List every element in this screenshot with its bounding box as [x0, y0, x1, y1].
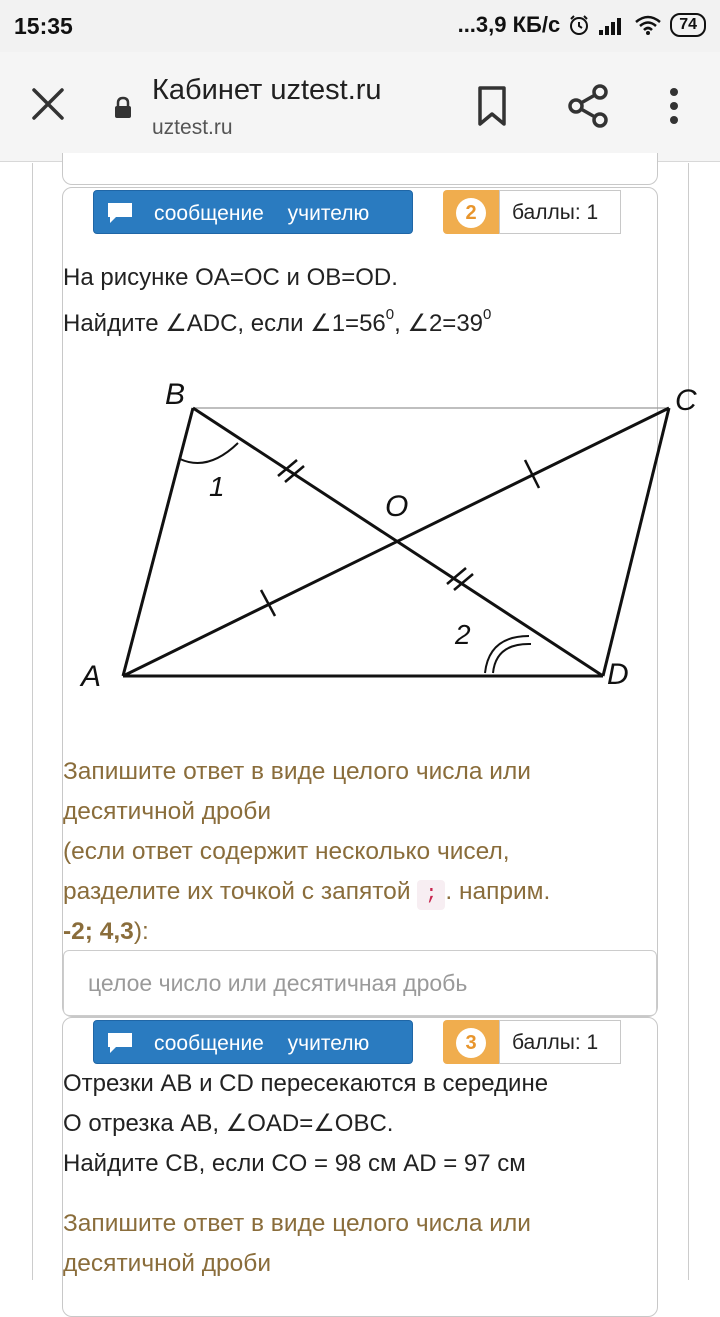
degree-superscript: 0	[483, 306, 492, 323]
degree-superscript: 0	[385, 306, 395, 323]
comment-icon	[106, 201, 134, 225]
question-card-3	[62, 1017, 658, 1317]
answer-instruction-line1: Запишите ответ в виде целого числа или	[63, 1210, 531, 1237]
wifi-icon	[634, 14, 662, 36]
question-text-line2	[63, 298, 491, 344]
page-url[interactable]: uztest.ru	[152, 116, 233, 139]
answer-instruction-line5	[63, 912, 149, 952]
status-indicators	[458, 12, 706, 38]
page-title: Кабинет uztest.ru	[152, 74, 382, 106]
answer-instruction-line1: Запишите ответ в виде целого числа или	[63, 758, 531, 785]
score-label: баллы: 1	[499, 1020, 621, 1064]
angle-label-1: 1	[209, 471, 225, 502]
more-options-icon[interactable]	[654, 82, 694, 130]
instruction-text-part: . наприм.	[445, 878, 551, 905]
instruction-text-part: ):	[133, 918, 149, 945]
message-teacher-label: сообщение учителю	[154, 202, 370, 225]
status-bar	[0, 0, 720, 52]
network-speed: ...3,9 КБ/с	[457, 12, 561, 37]
comment-icon	[106, 1031, 134, 1055]
question-text-line3: Найдите CB, если CO = 98 см AD = 97 см	[63, 1150, 526, 1177]
separator-code: ;	[417, 880, 445, 910]
close-icon[interactable]	[26, 82, 70, 126]
angle-label-2: 2	[455, 619, 471, 650]
vertex-label-d: D	[607, 658, 629, 691]
score-label: баллы: 1	[499, 190, 621, 234]
container-border-right	[688, 163, 689, 1280]
status-time: 15:35	[14, 13, 73, 39]
instruction-text-part: разделите их точкой с запятой	[63, 878, 411, 905]
message-teacher-label: сообщение учителю	[154, 1032, 370, 1055]
vertex-label-b: B	[165, 378, 186, 411]
question-text-part: , ∠2=39	[394, 310, 484, 337]
question-card-2	[62, 187, 697, 1017]
answer-instruction-line4	[63, 872, 550, 912]
container-border-left	[32, 163, 33, 1280]
question-text-part: Найдите ∠ADC, если ∠1=56	[63, 310, 386, 337]
message-teacher-button[interactable]	[93, 190, 413, 234]
example-answer: -2; 4,3	[63, 918, 134, 945]
answer-instruction-line2: десятичной дроби	[63, 1250, 272, 1277]
alarm-icon	[568, 14, 590, 36]
lock-icon	[112, 96, 134, 118]
share-icon[interactable]	[564, 82, 612, 130]
question-text-line1: На рисунке OA=OC и OB=OD.	[63, 264, 398, 291]
question-number-badge	[443, 1020, 499, 1064]
question-number: 3	[456, 1028, 486, 1058]
bookmark-icon[interactable]	[470, 82, 514, 130]
signal-icon	[598, 14, 626, 36]
question-text-line1: Отрезки AB и CD пересекаются в середине	[63, 1070, 549, 1097]
question-number: 2	[456, 198, 486, 228]
message-teacher-button[interactable]	[93, 1020, 413, 1064]
question-text-line2: O отрезка AB, ∠OAD=∠OBC.	[63, 1110, 394, 1137]
page-content	[0, 163, 720, 1280]
question-number-badge	[443, 190, 499, 234]
answer-instruction-line2: десятичной дроби	[63, 798, 272, 825]
battery-indicator: 74	[670, 13, 706, 37]
geometry-figure	[63, 368, 697, 728]
vertex-label-c: C	[675, 384, 697, 417]
browser-toolbar	[0, 52, 720, 162]
vertex-label-o: O	[385, 490, 409, 523]
answer-instruction-line3: (если ответ содержит несколько чисел,	[63, 838, 510, 865]
vertex-label-a: A	[81, 660, 102, 693]
previous-question-card	[62, 153, 658, 185]
answer-input[interactable]	[63, 950, 657, 1016]
